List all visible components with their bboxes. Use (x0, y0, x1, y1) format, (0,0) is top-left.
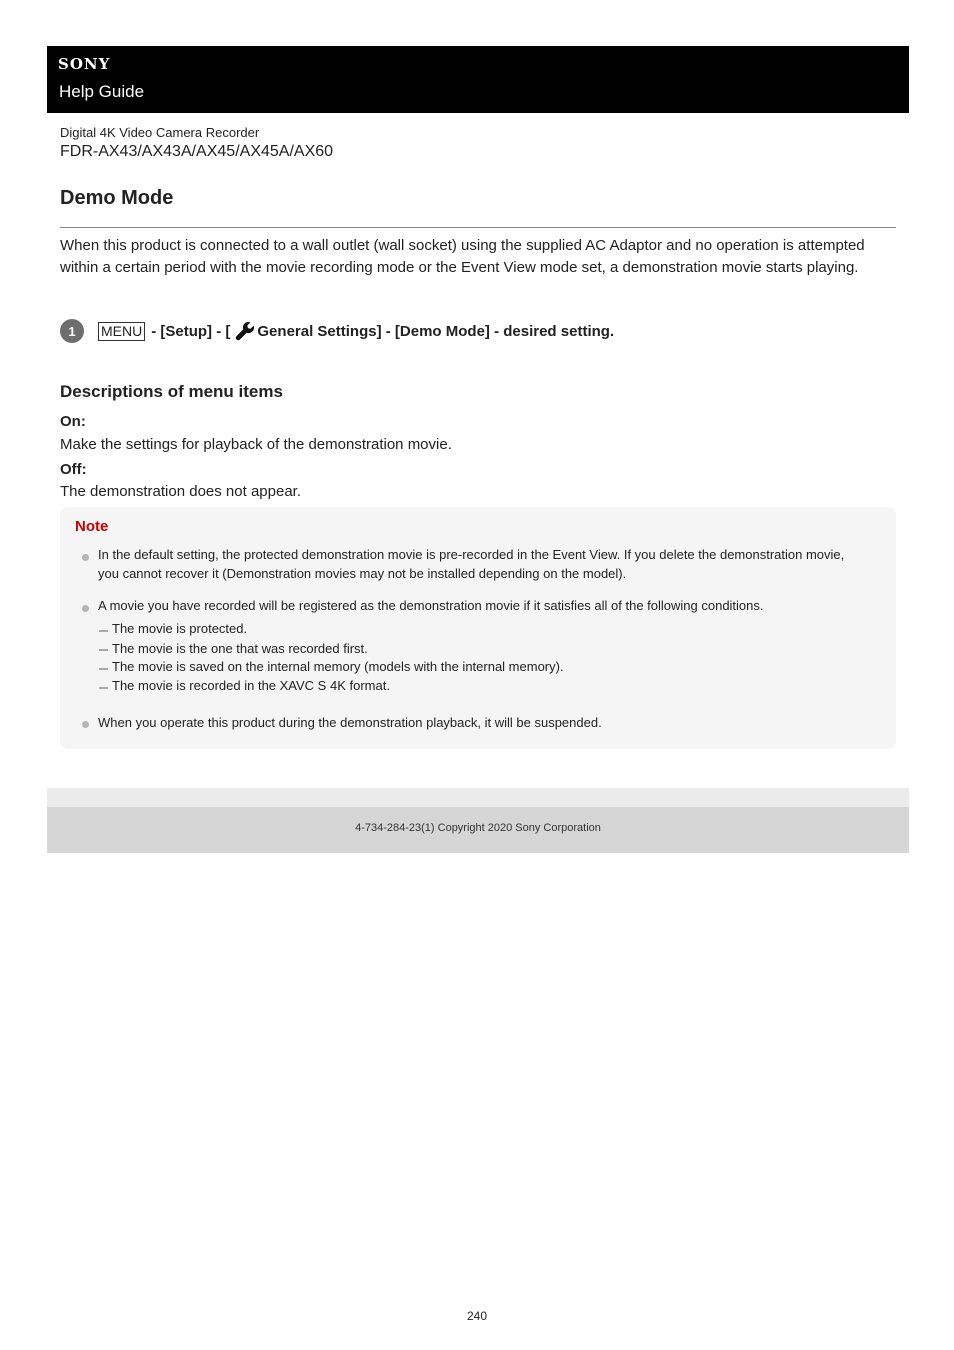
step-text-setup: - [Setup] - [ (151, 322, 231, 340)
note-item-1: In the default setting, the protected demonstration movie is pre-recorded in the Event View. If you delete the demonstration movie, you cannot recover it (Demonstration movies may not be installed depending on the model). (98, 547, 845, 581)
page-footer (47, 807, 909, 853)
note-box (60, 507, 896, 749)
note-item-3: When you operate this product during the demonstration playback, it will be suspended. (98, 715, 602, 730)
dash-icon (99, 668, 108, 670)
condition-item-1: The movie is protected. (112, 621, 248, 636)
menu-item-off-term: Off: (60, 461, 87, 478)
note-item-2: A movie you have recorded will be registered as the demonstration movie if it satisfies all of the following conditions. (98, 598, 764, 613)
dash-icon (99, 630, 108, 632)
dash-icon (99, 649, 108, 651)
step-1 (60, 318, 614, 344)
footer-band (47, 788, 909, 807)
menu-key: MENU (98, 322, 145, 341)
copyright-text: 4-734-284-23(1) Copyright 2020 Sony Corporation (355, 822, 601, 834)
wrench-icon (234, 320, 256, 342)
sony-logo: SONY (58, 55, 111, 73)
descriptions-heading: Descriptions of menu items (60, 382, 283, 401)
bullet-icon (82, 721, 89, 728)
title-divider (60, 227, 896, 228)
menu-item-on-desc: Make the settings for playback of the demonstration movie. (60, 436, 452, 453)
bullet-icon (82, 554, 89, 561)
page-title: Demo Mode (60, 187, 174, 209)
condition-item-3: The movie is saved on the internal memory (models with the internal memory). (112, 659, 564, 674)
bullet-icon (82, 605, 89, 612)
condition-item-4: The movie is recorded in the XAVC S 4K format. (112, 678, 390, 693)
step-number-badge: 1 (60, 319, 84, 343)
menu-item-off-desc: The demonstration does not appear. (60, 483, 301, 500)
step-text-general-settings: General Settings] - [Demo Mode] - desired setting. (257, 322, 615, 340)
page-header (47, 46, 909, 113)
product-category: Digital 4K Video Camera Recorder (60, 125, 260, 140)
note-label: Note (75, 518, 109, 535)
menu-item-on-term: On: (60, 413, 86, 430)
dash-icon (99, 687, 108, 689)
help-guide-title: Help Guide (59, 82, 145, 101)
intro-paragraph: When this product is connected to a wall outlet (wall socket) using the supplied AC Adaptor and no operation is attempted within a certain period with the movie recording mode or the Event View mode set, a demonstration movie starts playing. (60, 237, 865, 276)
condition-item-2: The movie is the one that was recorded first. (112, 641, 368, 656)
page-number: 240 (466, 1309, 488, 1323)
product-models: FDR-AX43/AX43A/AX45/AX45A/AX60 (60, 143, 334, 160)
